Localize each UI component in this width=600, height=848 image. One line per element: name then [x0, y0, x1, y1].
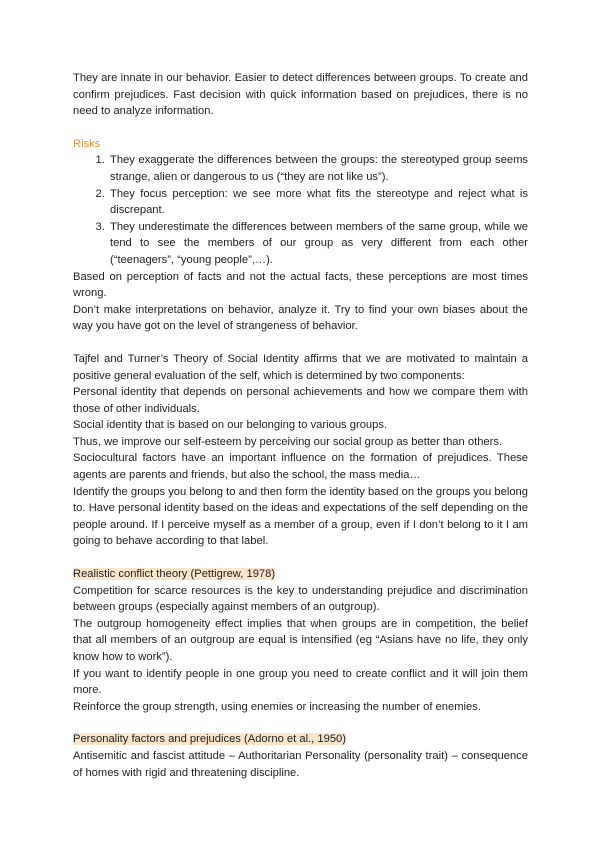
risks-list-item: 1. They exaggerate the differences between the groups: the stereotyped group seems strange, alien or dangerous to us (“they are not like us”).: [108, 152, 528, 185]
realistic-conflict-paragraph: Reinforce the group strength, using enemies or increasing the number of enemies.: [73, 700, 481, 713]
risks-heading: Risks: [73, 137, 101, 150]
personality-paragraph: Antisemitic and fascist attitude – Authoritarian Personality (personality trait) – consequence of homes with rigid and threatening discipline.: [73, 749, 528, 779]
realistic-conflict-paragraph: Competition for scarce resources is the key to understanding prejudice and discrimination between groups (especially against members of an outgroup).: [73, 584, 528, 614]
realistic-conflict-paragraph: The outgroup homogeneity effect implies that when groups are in competition, the belief that all members of an outgroup are equal is intensified (eg “Asians have no life, they only know how to work”).: [73, 617, 528, 663]
social-identity-paragraph: Social identity that is based on our belonging to various groups.: [73, 419, 388, 432]
risks-list-item: 3. They underestimate the differences between members of the same group, while we tend to see the members of our group as very different from each other (“teenagers”, “young people”,…).: [108, 219, 528, 269]
social-identity-paragraph: Tajfel and Turner’s Theory of Social Identity affirms that we are motivated to maintain a positive general evaluation of the self, which is determined by two components:: [73, 352, 528, 382]
realistic-conflict-heading: Realistic conflict theory (Pettigrew, 1978): [73, 568, 276, 581]
document-body: [73, 70, 528, 781]
risks-list: [73, 152, 528, 268]
realistic-conflict-paragraph: If you want to identify people in one group you need to create conflict and it will join them more.: [73, 667, 528, 697]
risks-list-item: 2. They focus perception: we see more what fits the stereotype and reject what is discrepant.: [108, 186, 528, 219]
risks-after-paragraph: Don’t make interpretations on behavior, analyze it. Try to find your own biases about the way you have got on the level of strangeness of behavior.: [73, 303, 528, 333]
risks-after-paragraph: Based on perception of facts and not the actual facts, these perceptions are most times wrong.: [73, 270, 528, 300]
social-identity-paragraph: Identify the groups you belong to and then form the identity based on the groups you belong to. Have personal identity based on the ideas and expectations of the self depending on the people around. If I perceive myself as a member of a group, even if I don’t belong to it I am going to behave according to that label.: [73, 485, 528, 548]
intro-paragraph: They are innate in our behavior. Easier to detect differences between groups. To create and confirm prejudices. Fast decision with quick information based on prejudices, there is no need to analyze information.: [73, 72, 528, 118]
social-identity-paragraph: Personal identity that depends on personal achievements and how we compare them with those of other individuals.: [73, 386, 528, 415]
social-identity-paragraph: Thus, we improve our self-esteem by perceiving our social group as better than others.: [73, 435, 503, 448]
social-identity-paragraph: Sociocultural factors have an important influence on the formation of prejudices. These agents are parents and friends, but also the school, the mass media…: [73, 452, 528, 482]
personality-heading: Personality factors and prejudices (Adorno et al., 1950): [73, 733, 347, 746]
